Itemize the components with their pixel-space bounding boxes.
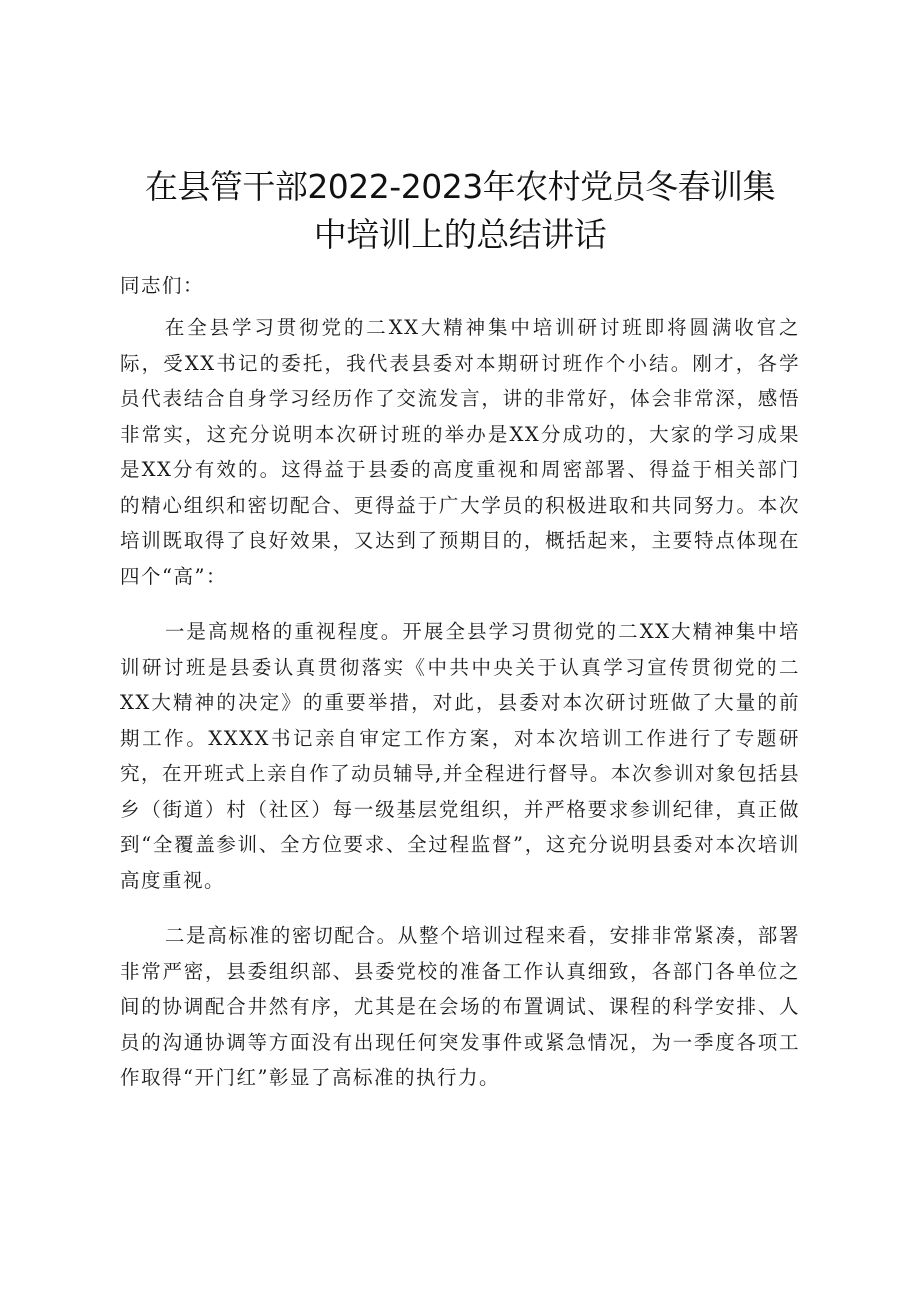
salutation: 同志们： [120,274,205,297]
paragraph-text: 二是高标准的密切配合。从整个培训过程来看，安排非常紧凑，部署非常严密，县委组织部、县委党校的准备工作认真细致，各部门各单位之间的协调配合井然有序，尤其是在会场的布置调试、课程的科学安排、人员的沟通协调等方面没有出现任何突发事件或紧急情况，为一季度各项工作取得“开门红”彰显了高标准的执行力。 [120,924,800,1089]
document-title-line-2: 中培训上的总结讲话 [313,215,607,254]
paragraph-intro [120,310,800,594]
document-title-line-1: 在县管干部2022-2023年农村党员冬春训集 [144,167,776,206]
paragraph-point-two [120,918,800,1096]
paragraph-text: 在全县学习贯彻党的二XX大精神集中培训研讨班即将圆满收官之际，受XX书记的委托，我代表县委对本期研讨班作个小结。刚才，各学员代表结合自身学习经历作了交流发言，讲的非常好，体会非常深，感悟非常实，这充分说明本次研讨班的举办是XX分成功的，大家的学习成果是XX分有效的。这得益于县委的高度重视和周密部署、得益于相关部门的精心组织和密切配合、更得益于广大学员的积极进取和共同努力。本次培训既取得了良好效果，又达到了预期目的，概括起来，主要特点体现在四个“高”： [120,316,800,588]
paragraph-point-one [120,614,800,898]
paragraph-text: 一是高规格的重视程度。开展全县学习贯彻党的二XX大精神集中培训研讨班是县委认真贯彻落实《中共中央关于认真学习宣传贯彻党的二XX大精神的决定》的重要举措，对此，县委对本次研讨班做了大量的前期工作。XXXX书记亲自审定工作方案，对本次培训工作进行了专题研究，在开班式上亲自作了动员辅导,并全程进行督导。本次参训对象包括县乡（街道）村（社区）每一级基层党组织，并严格要求参训纪律，真正做到“全覆盖参训、全方位要求、全过程监督”，这充分说明县委对本次培训高度重视。 [120,620,800,892]
